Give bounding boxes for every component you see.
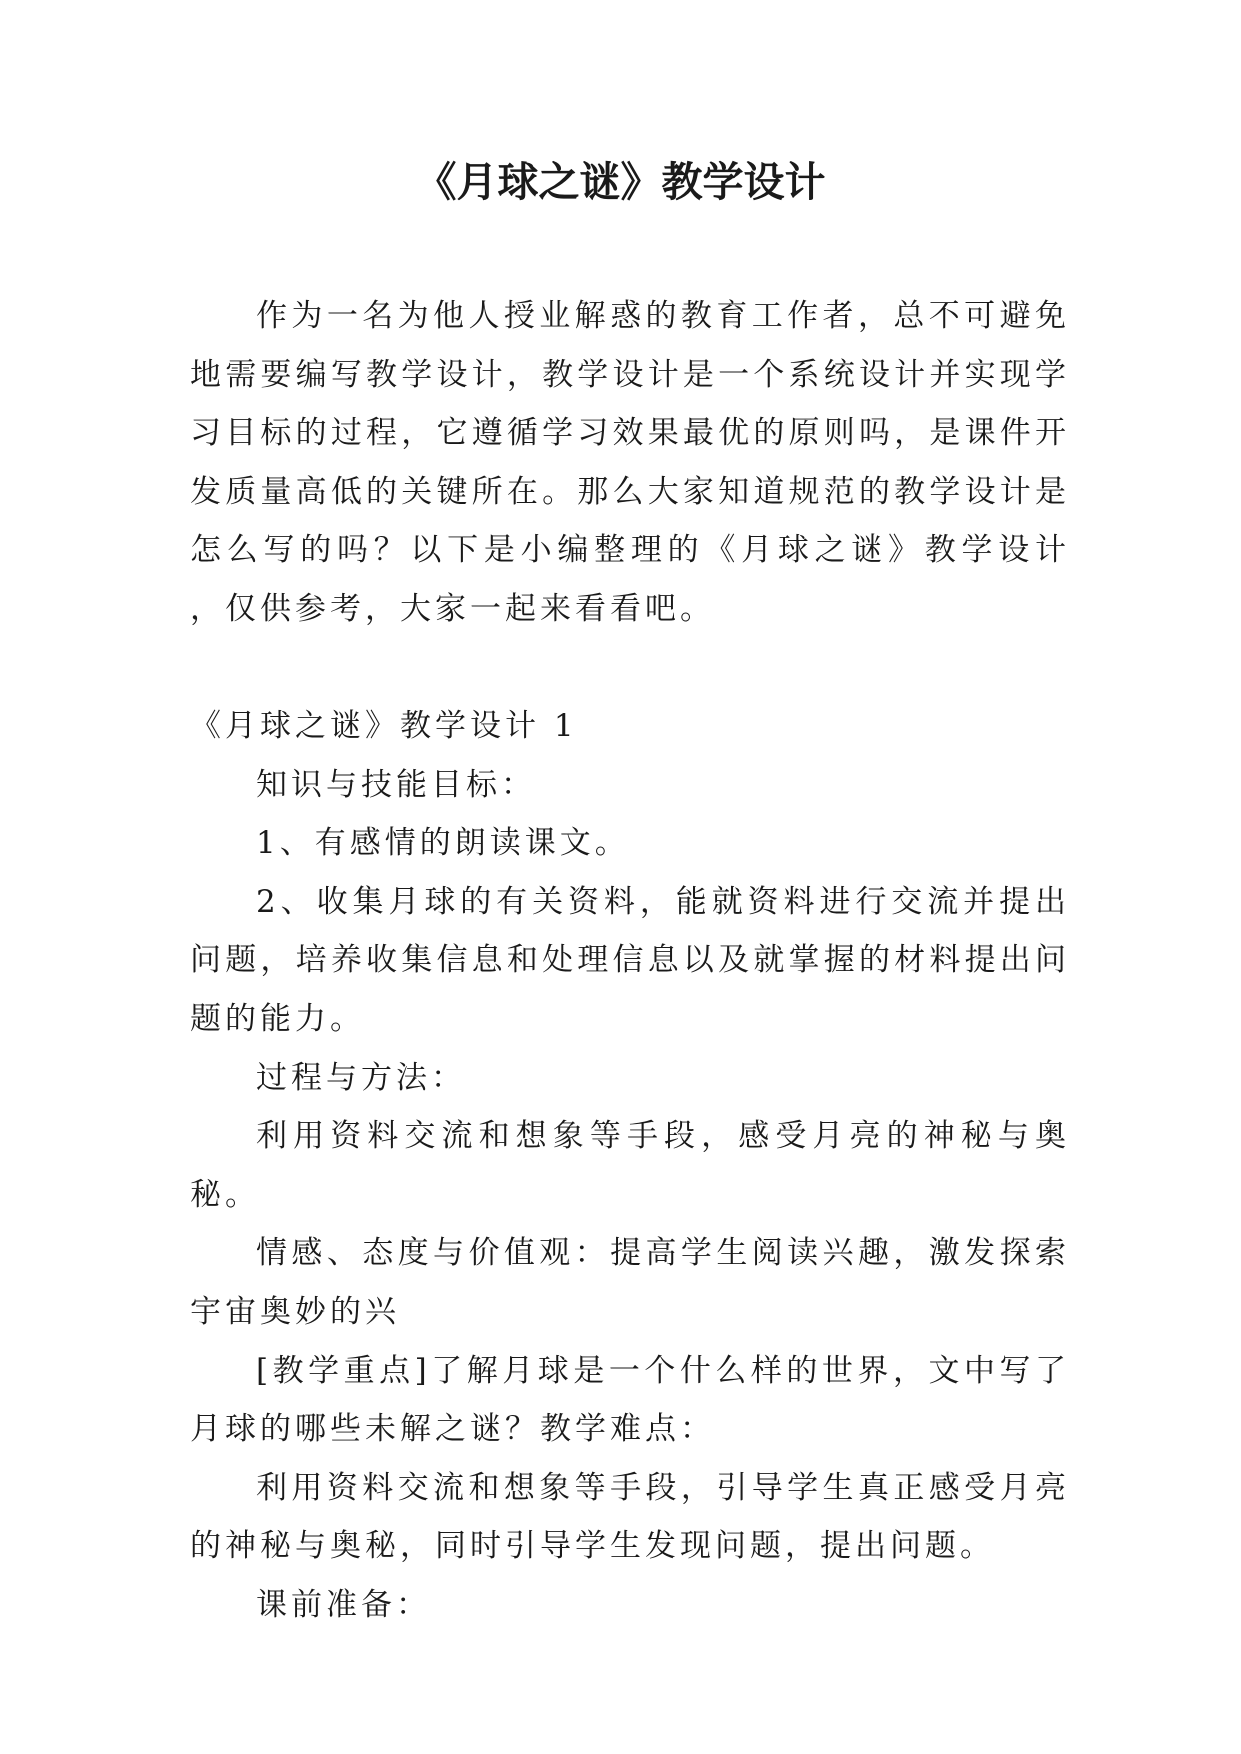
key-points-paragraph: [教学重点]了解月球是一个什么样的世界，文中写了月球的哪些未解之谜？教学难点： <box>190 1352 1070 1448</box>
lesson-content <box>190 697 1070 1635</box>
section-heading: 《月球之谜》教学设计 1 <box>190 708 578 744</box>
intro-paragraph: 作为一名为他人授业解惑的教育工作者，总不可避免地需要编写教学设计，教学设计是一个系统设计并实现学习目标的过程，它遵循学习效果最优的原则吗，是课件开发质量高低的关键所在。那么大家知道规范的教学设计是怎么写的吗？以下是小编整理的《月球之谜》教学设计 ，仅供参考，大家一起来看看吧。 <box>190 298 1070 627</box>
preparation-heading: 课前准备： <box>256 1586 431 1623</box>
objective-item-1: 1、有感情的朗读课文。 <box>256 825 630 862</box>
emotion-paragraph: 情感、态度与价值观：提高学生阅读兴趣，激发探索宇宙奥妙的兴 <box>190 1235 1070 1330</box>
process-paragraph: 利用资料交流和想象等手段，感受月亮的神秘与奥秘。 <box>190 1118 1070 1213</box>
objective-heading-knowledge: 知识与技能目标： <box>256 766 536 803</box>
difficulty-paragraph: 利用资料交流和想象等手段，引导学生真正感受月亮的神秘与奥秘，同时引导学生发现问题，提出问题。 <box>190 1469 1070 1565</box>
objective-heading-process: 过程与方法： <box>256 1059 466 1096</box>
document-title: 《月球之谜》教学设计 <box>415 158 826 206</box>
objective-item-2: 2、收集月球的有关资料，能就资料进行交流并提出问题，培养收集信息和处理信息以及就掌握的材料提出问题的能力。 <box>190 883 1070 1037</box>
